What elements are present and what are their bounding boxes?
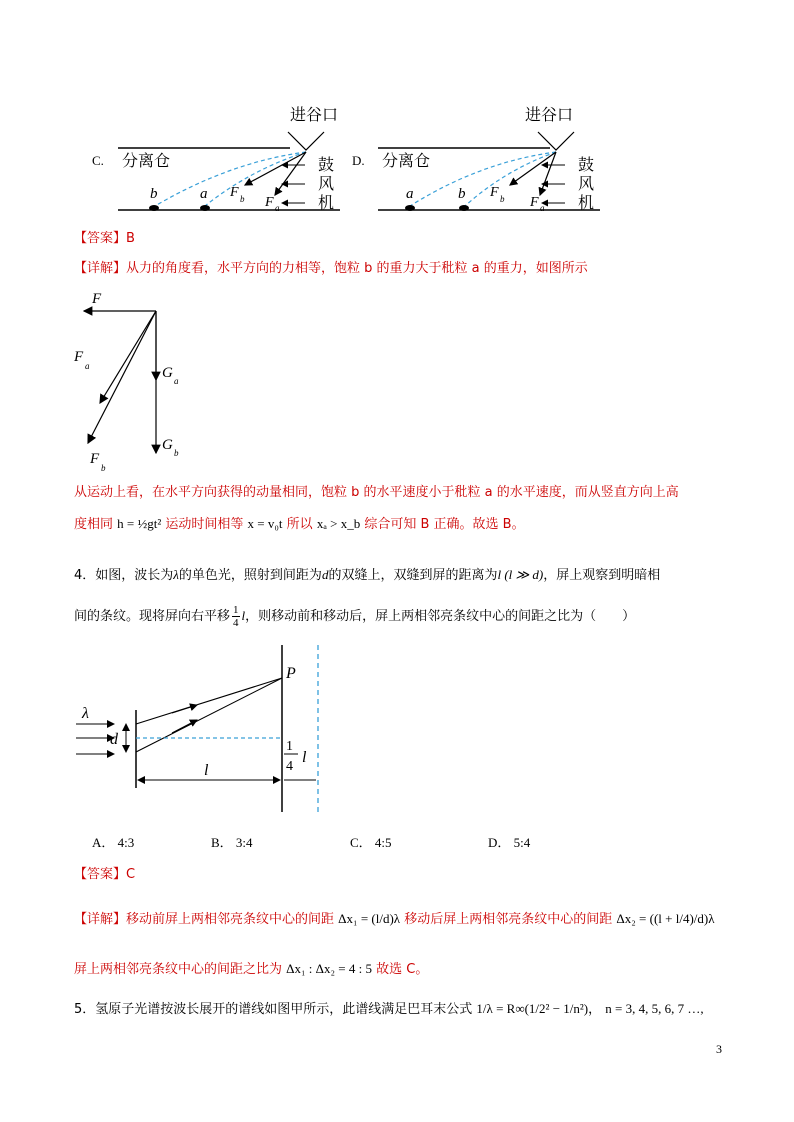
quarter-l-label: l [302,749,307,766]
page-number: 3 [716,1042,722,1056]
svg-text:分离仓: 分离仓 [382,151,431,170]
svg-text:鼓: 鼓 [578,155,595,174]
svg-text:F: F [530,195,539,210]
q4-answer: 【答案】C [74,867,136,882]
svg-text:a: a [85,361,90,371]
separator-diagram-c [110,100,350,215]
q4-analysis-line1: 【详解】移动前屏上两相邻亮条纹中心的间距 Δx₁ = (l/d)λ 移动后屏上两相邻亮条纹中心的间距 Δx₂ = ((l + l/4)/d)λ [74,911,715,927]
option-d-label: D. [352,153,365,168]
svg-text:风: 风 [318,174,335,193]
force-Gb-label: G [162,437,173,453]
svg-text:机: 机 [318,193,335,212]
svg-text:机: 机 [578,193,595,212]
q4-option-d[interactable]: D． 5:4 [488,835,531,850]
option-c-label: C. [92,153,104,168]
svg-text:a: a [275,203,280,213]
svg-text:a: a [540,203,545,213]
grain-b-label: b [150,186,158,202]
P-label: P [286,665,296,682]
q4-stem-line2: 间的条纹。现将屏向右平移 $\frac{1}{4}$ l，则移动前和移动后，屏上两相邻亮条纹中心的间距之比为（ ） [74,604,636,629]
force-F-label: F [92,291,102,307]
svg-text:b: b [458,186,466,202]
lambda-label: λ [82,705,89,722]
q4-option-a[interactable]: A． 4:3 [92,835,135,850]
svg-text:b: b [174,448,179,458]
grain-a-label: a [200,186,208,202]
d-label: d [110,731,118,748]
q4-stem-line1: 4．如图，波长为λ的单色光，照射到间距为d的双缝上，双缝到屏的距离为l (l ≫ d)，屏上观察到明暗相 [74,567,661,583]
svg-text:1: 1 [286,739,293,754]
svg-text:b: b [240,194,245,204]
q3-analysis-line1: 【详解】从力的角度看，水平方向的力相等，饱粒 b 的重力大于秕粒 a 的重力，如图所示 [74,261,588,276]
force-Ga-label: G [162,365,173,381]
svg-text:风: 风 [578,174,595,193]
svg-text:鼓: 鼓 [318,155,335,174]
svg-text:b: b [101,463,106,473]
force-fa-label: F [265,195,274,210]
q3-analysis-line3: 度相同 h = ½gt² 运动时间相等 x = v₀t 所以 xₐ > x_b 综合可知 B 正确。故选 B。 [74,516,525,532]
chamber-label: 分离仓 [122,151,171,170]
svg-text:a: a [406,186,414,202]
q4-analysis-line2: 屏上两相邻亮条纹中心的间距之比为 Δx₁ : Δx₂ = 4 : 5 故选 C。 [74,961,429,977]
double-slit-diagram [72,640,332,820]
force-Fa2-label: F [74,349,84,365]
q3-analysis-line2: 从运动上看，在水平方向获得的动量相同，饱粒 b 的水平速度小于秕粒 a 的水平速度，而从竖直方向上高 [74,485,679,500]
force-diagram [70,285,210,475]
svg-text:进谷口: 进谷口 [525,105,574,124]
force-Fb2-label: F [90,451,100,467]
svg-text:b: b [500,194,505,204]
svg-text:F: F [490,185,499,200]
separator-diagram-d [370,100,610,215]
q4-option-c[interactable]: C． 4:5 [350,835,392,850]
entry-label: 进谷口 [290,105,339,124]
svg-text:4: 4 [286,759,293,774]
q5-stem: 5．氢原子光谱按波长展开的谱线如图甲所示，此谱线满足巴耳末公式 1/λ = R∞(1/2² − 1/n²)， n = 3, 4, 5, 6, 7 …, [74,1001,704,1017]
l-label: l [204,762,209,779]
force-fb-label: F [230,185,239,200]
q4-option-b[interactable]: B． 3:4 [211,835,253,850]
q3-answer: 【答案】B [74,231,135,246]
svg-text:a: a [174,376,179,386]
